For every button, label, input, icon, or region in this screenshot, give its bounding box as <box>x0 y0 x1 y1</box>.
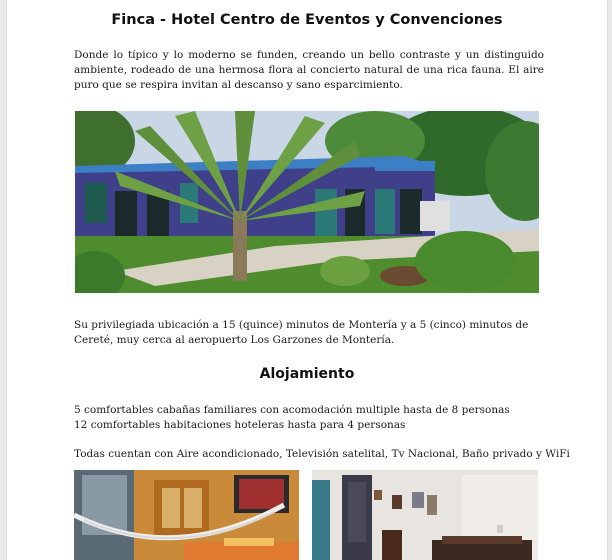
hotel-room-photo <box>312 470 538 560</box>
amenities-line: Todas cuentan con Aire acondicionado, Televisión satelital, Tv Nacional, Baño privado y WiFi <box>74 448 570 460</box>
document-page <box>6 0 608 560</box>
page-title: Finca - Hotel Centro de Eventos y Convenciones <box>111 12 503 28</box>
intro-paragraph: Donde lo típico y lo moderno se funden, creando un bello contraste y un distinguido ambiente, rodeado de una hermosa flora al concierto natural de una rica fauna. El aire puro que se respira invitan al descanso y sano esparcimiento. <box>74 49 544 91</box>
location-paragraph: Su privilegiada ubicación a 15 (quince) minutos de Montería y a 5 (cinco) minutos de Cereté, muy cerca al aeropuerto Los Garzones de Montería. <box>74 319 529 346</box>
lodging-line: 12 comfortables habitaciones hoteleras hasta para 4 personas <box>74 419 406 431</box>
hotel-garden-photo <box>75 111 539 293</box>
lodging-line: 5 comfortables cabañas familiares con acomodación multiple hasta de 8 personas <box>74 404 510 416</box>
section-heading: Alojamiento <box>259 366 355 382</box>
cabin-room-photo <box>74 470 299 560</box>
